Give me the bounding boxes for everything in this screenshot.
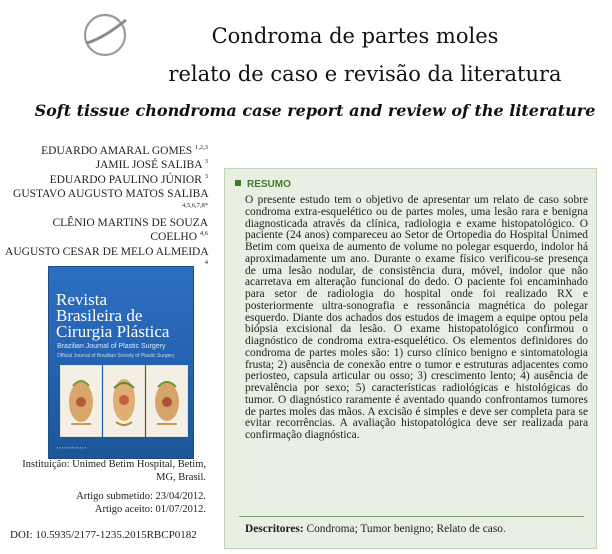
author-item: AUGUSTO CESAR DE MELO ALMEIDA $^4$ xyxy=(5,245,208,267)
cover-subtitle: Brazilian Journal of Plastic Surgery xyxy=(57,343,166,350)
author-item: EDUARDO PAULINO JÚNIOR $^3$ xyxy=(49,172,208,186)
abstract-text: O presente estudo tem o objetivo de apresentar um relato de caso sobre condroma extra-esquelético ou de partes moles, uma lesão rara e benigna diagnosticada através da clínica, radiologia e exame histopatológico. O paciente (24 anos) compareceu ao Setor de Ortopedia do Hospital Unimed Betim com queixa de aumento de volume no polegar esquerdo, indolor há aproximadamente um ano. Durante o exame físico verificou-se presença de uma lesão nodular, de consistência dura, móvel, indolor que não acarretava em alteração funcional do dedo. O paciente foi encaminhado para setor de radiologia do hospital onde foi realizado RX e posteriormente ultra-sonografia e ressonância magnética do polegar esquerdo. Diante dos achados dos estudos de imagem a equipe optou pela biópsia excisional da lesão. O exame histopatológico confirmou o diagnóstico de condroma extra-esquelético. Os elementos definidores do condroma de partes moles são: 1) curso clínico benigno e sintomatologia frusta; 2) ausência de conexão entre o tumor e estruturas adjacentes como periosteo, capsula articular ou osso; 3) crescimento lento; 4) ausência de prevalência por sexo; 5) características radiológicas e histológicas do tumor. O diagnóstico raramente é aventado quando confrontamos tumores de partes moles das mãos. A excisão é simples e deve ser completa para se evitar recorrências. A avaliação histopatológica deve ser realizada para confirmação diagnóstica. xyxy=(245,194,588,441)
accepted-date: Artigo aceito: 01/07/2012. xyxy=(94,503,206,515)
article-dates xyxy=(6,491,206,516)
abstract-box xyxy=(224,168,597,549)
author-item: GUSTAVO AUGUSTO MATOS SALIBA $^{4,5,6,7,8*}$ xyxy=(13,188,208,209)
author-item: CLÊNIO MARTINS DE SOUZA COELHO $^{4,6}$ xyxy=(52,217,208,244)
bullet-square-icon xyxy=(235,180,241,186)
keywords: Descritores: Condroma; Tumor benigno; Relato de caso. xyxy=(245,523,506,535)
divider xyxy=(239,516,584,517)
abstract-heading: RESUMO xyxy=(235,179,291,190)
article-title-line2: relato de caso e revisão da literatura xyxy=(168,62,562,86)
cover-title: Revista xyxy=(56,290,107,309)
submitted-date: Artigo submetido: 23/04/2012. xyxy=(76,491,206,502)
cover-title: Cirurgia Plástica xyxy=(56,322,170,341)
cover-subtitle: Official Journal of Brazilian Society of Plastic Surgery xyxy=(57,353,175,359)
author-list xyxy=(4,144,208,274)
cover-title: Brasileira de xyxy=(56,306,143,325)
cover-panel xyxy=(60,365,102,437)
cover-panel xyxy=(146,365,188,437)
cover-panel xyxy=(103,365,145,437)
article-title-line1: Condroma de partes moles xyxy=(211,24,499,48)
author-item: JAMIL JOSÉ SALIBA $^3$ xyxy=(95,158,208,172)
institution-note: Instituição: Unimed Betim Hospital, Betim, MG, Brasil. xyxy=(22,459,206,483)
article-subtitle-english: Soft tissue chondroma case report and review of the literature xyxy=(34,101,596,120)
cover-illustration xyxy=(60,365,186,437)
cover-footer-decoration: ▪ ▪ ▪ ▪ ▪ ▪ ▪ ▪ ▪ ▪ ▪ ▪ xyxy=(57,445,87,450)
journal-cover-image xyxy=(48,266,194,459)
author-item: EDUARDO AMARAL GOMES $^{1,2,3}$ xyxy=(41,144,208,157)
journal-logo-icon xyxy=(82,12,128,58)
doi-link[interactable]: DOI: 10.5935/2177-1235.2015RBCP0182 xyxy=(10,529,197,541)
